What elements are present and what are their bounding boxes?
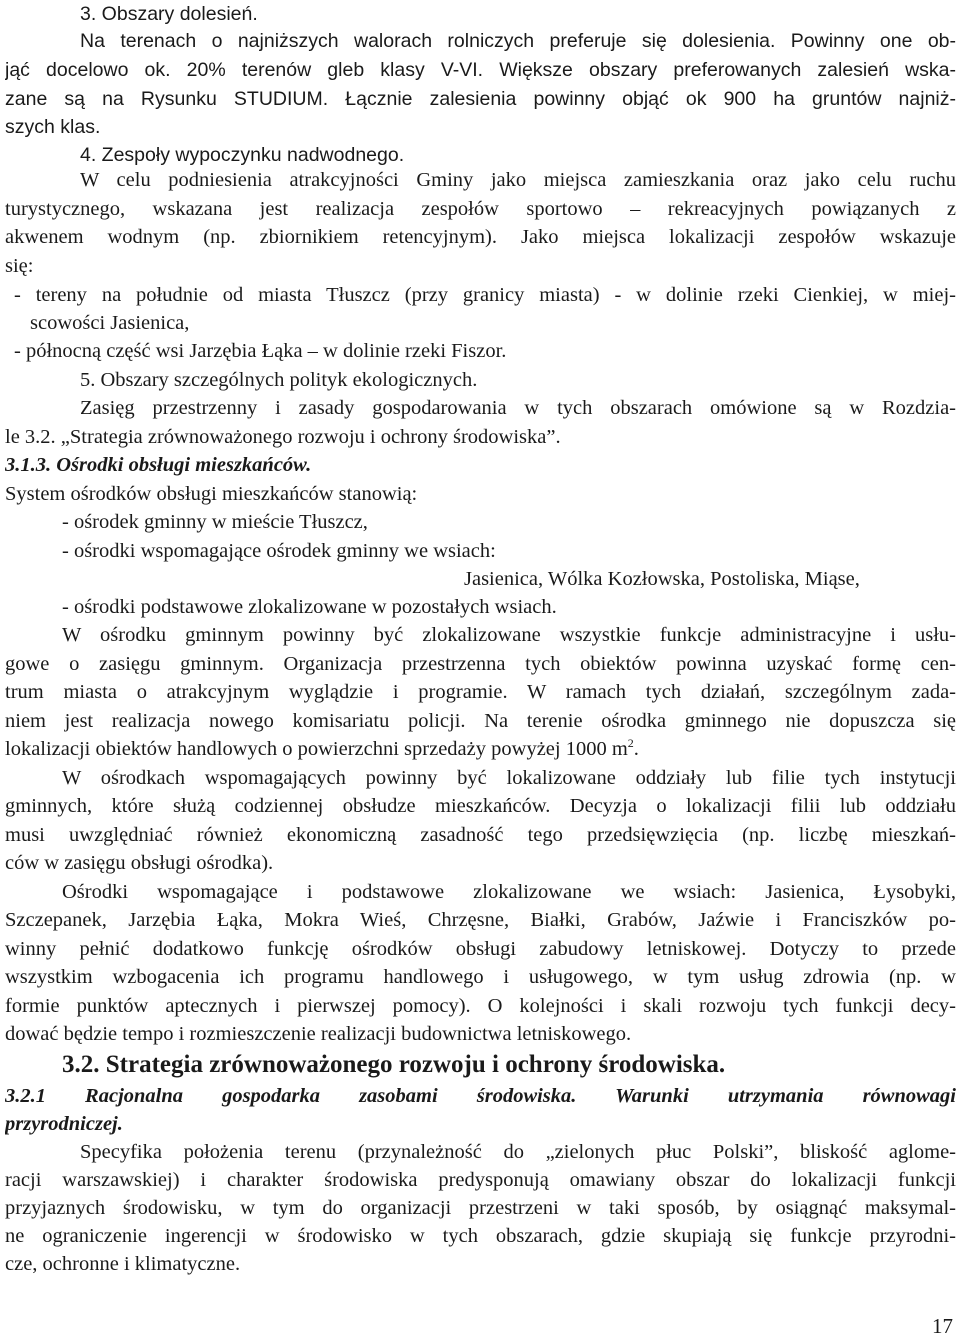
section-heading: 3.2. Strategia zrównoważonego rozwoju i ochrony środowiska. bbox=[62, 1051, 726, 1078]
text-line: Ośrodki wspomagające i podstawowe zlokalizowane we wsiach: Jasienica, Łysobyki, bbox=[62, 881, 956, 903]
text-line: zane są na Rysunku STUDIUM. Łącznie zalesienia powinny objąć ok 900 ha gruntów najniż- bbox=[5, 88, 956, 110]
text-line: trum miasta o atrakcyjnym wyglądzie i programie. W ramach tych działań, szczególnym zada- bbox=[5, 681, 956, 703]
subsection-heading: przyrodniczej. bbox=[5, 1113, 123, 1135]
text-line: turystycznego, wskazana jest realizacja zespołów sportowo – rekreacyjnych powiązanych z bbox=[5, 198, 956, 220]
text-line: ne ograniczenie ingerencji w środowisko w tych obszarach, gdzie skupiają się funkcje przyrodni- bbox=[5, 1225, 956, 1247]
text-line: dować będzie tempo i rozmieszczenie realizacji budownictwa letniskowego. bbox=[5, 1023, 632, 1045]
text-span: lokalizacji obiektów handlowych o powierzchni sprzedaży powyżej 1000 m bbox=[5, 738, 628, 760]
list-item: - ośrodki podstawowe zlokalizowane w pozostałych wsiach. bbox=[62, 596, 557, 618]
text-line: le 3.2. „Strategia zrównoważonego rozwoju i ochrony środowiska”. bbox=[5, 426, 561, 448]
text-line: racji warszawskiej) i charakter środowiska predysponują omawiany obszar do lokalizacji funkcji bbox=[5, 1169, 956, 1191]
section-3-heading: 3. Obszary dolesień. bbox=[80, 3, 258, 25]
text-line: się: bbox=[5, 255, 34, 277]
text-line: wszystkim wzbogacenia ich programu handlowego i usługowego, w tym usług zdrowia (np. w bbox=[5, 966, 956, 988]
text-line: gowe o zasięgu gminnym. Organizacja przestrzenna tych obiektów powinna uzyskać formę cen- bbox=[5, 653, 956, 675]
text-line: W celu podniesienia atrakcyjności Gminy jako miejsca zamieszkania oraz jako celu ruchu bbox=[80, 169, 956, 191]
text-span: . bbox=[633, 738, 639, 760]
text-line: formie punktów aptecznych i pierwszej pomocy). O kolejności i skali rozwoju tych funkcji decy- bbox=[5, 995, 956, 1017]
text-line: gminnych, które służą codziennej obsłudze mieszkańców. Decyzja o lokalizacji filii lub oddziału bbox=[5, 795, 956, 817]
section-5-heading: 5. Obszary szczególnych polityk ekologicznych. bbox=[80, 369, 478, 391]
subsection-heading: 3.1.3. Ośrodki obsługi mieszkańców. bbox=[5, 454, 312, 476]
text-line: musi uwzględniać również ekonomiczną zasadność tego przedsięwzięcia (np. liczbę mieszkań- bbox=[5, 824, 956, 846]
text-line: System ośrodków obsługi mieszkańców stanowią: bbox=[5, 483, 418, 505]
text-line: W ośrodku gminnym powinny być zlokalizowane wszystkie funkcje administracyjne i usłu- bbox=[62, 624, 956, 646]
list-item: - ośrodki wspomagające ośrodek gminny we wsiach: bbox=[62, 540, 496, 562]
superscript: 2 bbox=[627, 736, 634, 751]
text-line: Szczepanek, Jarzębia Łąka, Mokra Wieś, Chrzęsne, Białki, Grabów, Jaźwie i Franciszków po- bbox=[5, 909, 956, 931]
text-line: cze, ochronne i klimatyczne. bbox=[5, 1253, 241, 1275]
list-item: Jasienica, Wólka Kozłowska, Postoliska, Miąse, bbox=[464, 568, 860, 590]
text-line: jąć docelowo ok. 20% terenów gleb klasy V-VI. Większe obszary preferowanych zalesień wska- bbox=[5, 59, 956, 81]
list-item: - tereny na południe od miasta Tłuszcz (przy granicy miasta) - w dolinie rzeki Cienkiej, w miej- bbox=[14, 284, 956, 306]
text-line: szych klas. bbox=[5, 116, 101, 138]
text-line: W ośrodkach wspomagających powinny być lokalizowane oddziały lub filie tych instytucji bbox=[62, 767, 956, 789]
text-line: niem jest realizacja nowego komisariatu policji. Na terenie ośrodka gminnego nie dopuszcza się bbox=[5, 710, 956, 732]
text-line: Na terenach o najniższych walorach rolniczych preferuje się dolesienia. Powinny one ob- bbox=[80, 30, 956, 52]
text-line: winny pełnić dodatkowo funkcję ośrodków obsługi zabudowy letniskowej. Dotyczy to przede bbox=[5, 938, 956, 960]
text-line: ców w zasięgu obsługi ośrodka). bbox=[5, 852, 274, 874]
text-line bbox=[5, 735, 956, 764]
text-line: przyjaznych środowisku, w tym do organizacji przestrzeni w taki sposób, by osiągnąć maksymal- bbox=[5, 1197, 956, 1219]
text-line: Specyfika położenia terenu (przynależność do „zielonych płuc Polski”, bliskość aglome- bbox=[80, 1141, 956, 1163]
section-4-heading: 4. Zespoły wypoczynku nadwodnego. bbox=[80, 144, 405, 166]
list-item: - ośrodek gminny w mieście Tłuszcz, bbox=[62, 511, 368, 533]
text-line: akwenem wodnym (np. zbiornikiem retencyjnym). Jako miejsca lokalizacji zespołów wskazuje bbox=[5, 226, 956, 248]
list-item: scowości Jasienica, bbox=[30, 312, 190, 334]
list-item: - północną część wsi Jarzębia Łąka – w dolinie rzeki Fiszor. bbox=[14, 340, 507, 362]
page-number: 17 bbox=[932, 1314, 953, 1338]
subsection-heading: 3.2.1 Racjonalna gospodarka zasobami środowiska. Warunki utrzymania równowagi bbox=[5, 1085, 956, 1107]
text-line: Zasięg przestrzenny i zasady gospodarowania w tych obszarach omówione są w Rozdzia- bbox=[80, 397, 956, 419]
